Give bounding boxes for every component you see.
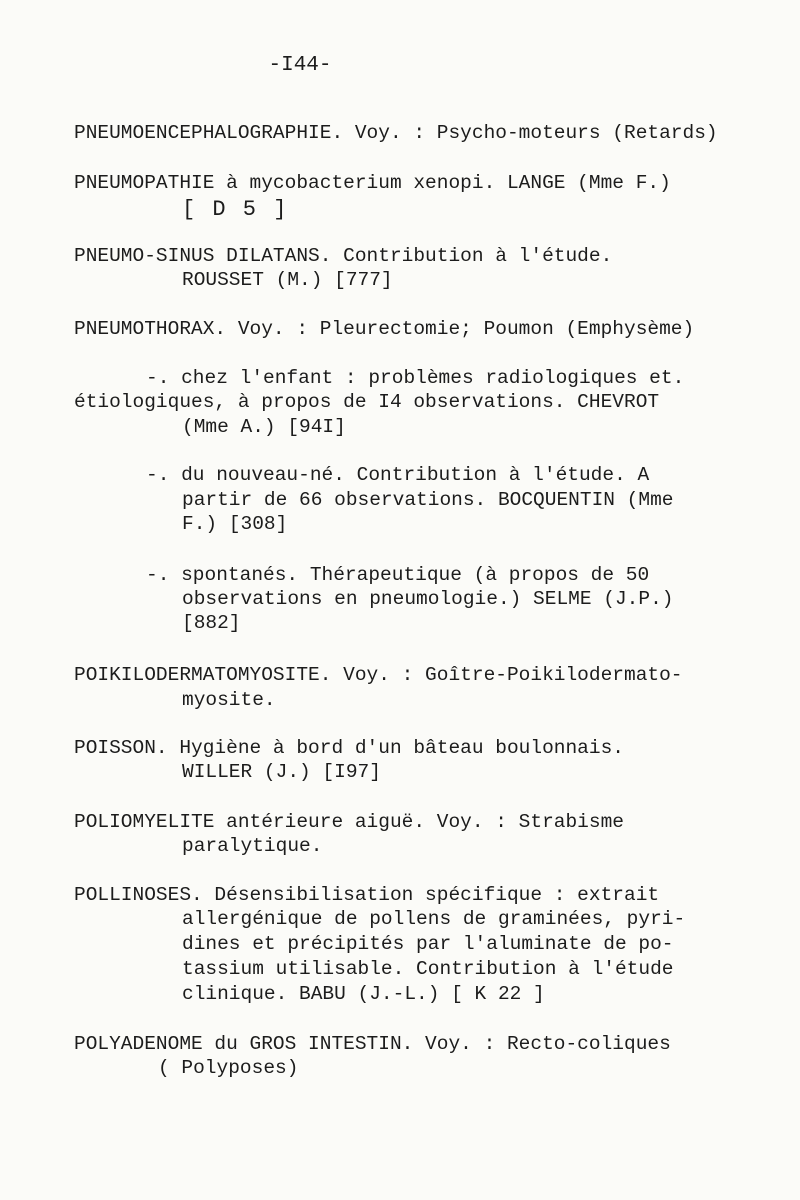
entry-line: observations en pneumologie.) SELME (J.P.)	[182, 588, 674, 610]
entry-line: POLIOMYELITE antérieure aiguë. Voy. : Strabisme	[74, 811, 624, 833]
entry-line: allergénique de pollens de graminées, pyri-	[182, 908, 686, 930]
entry-line: POLLINOSES. Désensibilisation spécifique : extrait	[74, 884, 660, 906]
entry-line: PNEUMOENCEPHALOGRAPHIE. Voy. : Psycho-moteurs (Retards)	[74, 122, 718, 144]
entry-line: partir de 66 observations. BOCQUENTIN (Mme	[182, 489, 674, 511]
entry-line: F.) [308]	[182, 513, 288, 535]
entry-line: myosite.	[182, 689, 276, 711]
entry-line: ROUSSET (M.) [777]	[182, 269, 393, 291]
entry-line: WILLER (J.) [I97]	[182, 761, 381, 783]
entry-line: ( Polyposes)	[158, 1057, 299, 1079]
entry-line: paralytique.	[182, 835, 323, 857]
entry-line: tassium utilisable. Contribution à l'étude	[182, 958, 674, 980]
entry-line: PNEUMOPATHIE à mycobacterium xenopi. LANGE (Mme F.)	[74, 172, 671, 194]
entry-line: (Mme A.) [94I]	[182, 416, 346, 438]
entry-line: dines et précipités par l'aluminate de po-	[182, 933, 674, 955]
entry-line: [882]	[182, 612, 241, 634]
entry-reference: [ D 5 ]	[182, 197, 289, 222]
entry-line: étiologiques, à propos de I4 observations. CHEVROT	[74, 391, 660, 413]
entry-line: PNEUMO-SINUS DILATANS. Contribution à l'étude.	[74, 245, 613, 267]
entry-line: POISSON. Hygiène à bord d'un bâteau boulonnais.	[74, 737, 624, 759]
entry-line: POIKILODERMATOMYOSITE. Voy. : Goître-Poikilodermato-	[74, 664, 683, 686]
entry-line: POLYADENOME du GROS INTESTIN. Voy. : Recto-coliques	[74, 1033, 671, 1055]
page-number: -I44-	[268, 54, 332, 77]
entry-line: PNEUMOTHORAX. Voy. : Pleurectomie; Poumon (Emphysème)	[74, 318, 695, 340]
entry-line: -. chez l'enfant : problèmes radiologiques et.	[146, 367, 685, 389]
entry-line: clinique. BABU (J.-L.) [ K 22 ]	[182, 983, 545, 1005]
entry-line: -. spontanés. Thérapeutique (à propos de 50	[146, 564, 650, 586]
entry-line: -. du nouveau-né. Contribution à l'étude. A	[146, 464, 650, 486]
